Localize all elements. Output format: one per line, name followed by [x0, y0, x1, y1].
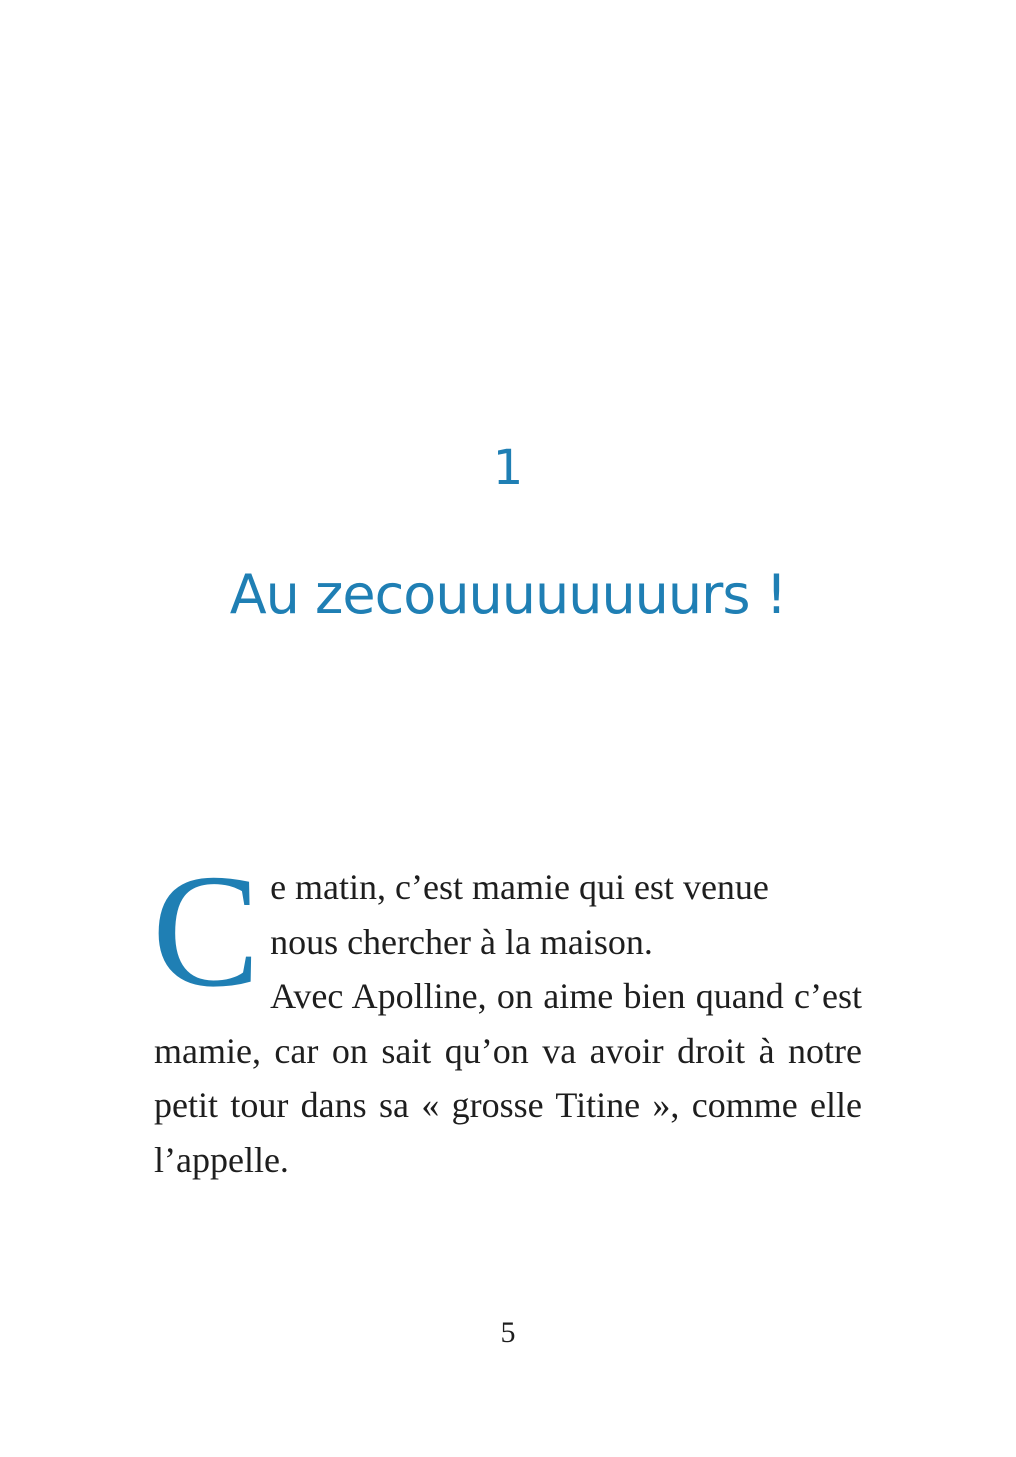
first-paragraph [152, 842, 862, 1187]
chapter-title: Au zecouuuuuuuurs ! [229, 563, 787, 626]
paragraph-line-2: nous chercher à la maison. [270, 921, 653, 962]
page-number: 5 [500, 1316, 516, 1349]
chapter-number: 1 [492, 440, 524, 496]
paragraph-line-1: e matin, c’est mamie qui est venue [270, 867, 769, 907]
drop-cap: C [152, 842, 261, 1021]
second-paragraph: Avec Apolline, on aime bien quand c’est mamie, car on sait qu’on va avoir droit à notre petit tour dans sa « grosse Titine », comme elle l’appelle. [154, 976, 862, 1180]
body-text [152, 842, 862, 1187]
